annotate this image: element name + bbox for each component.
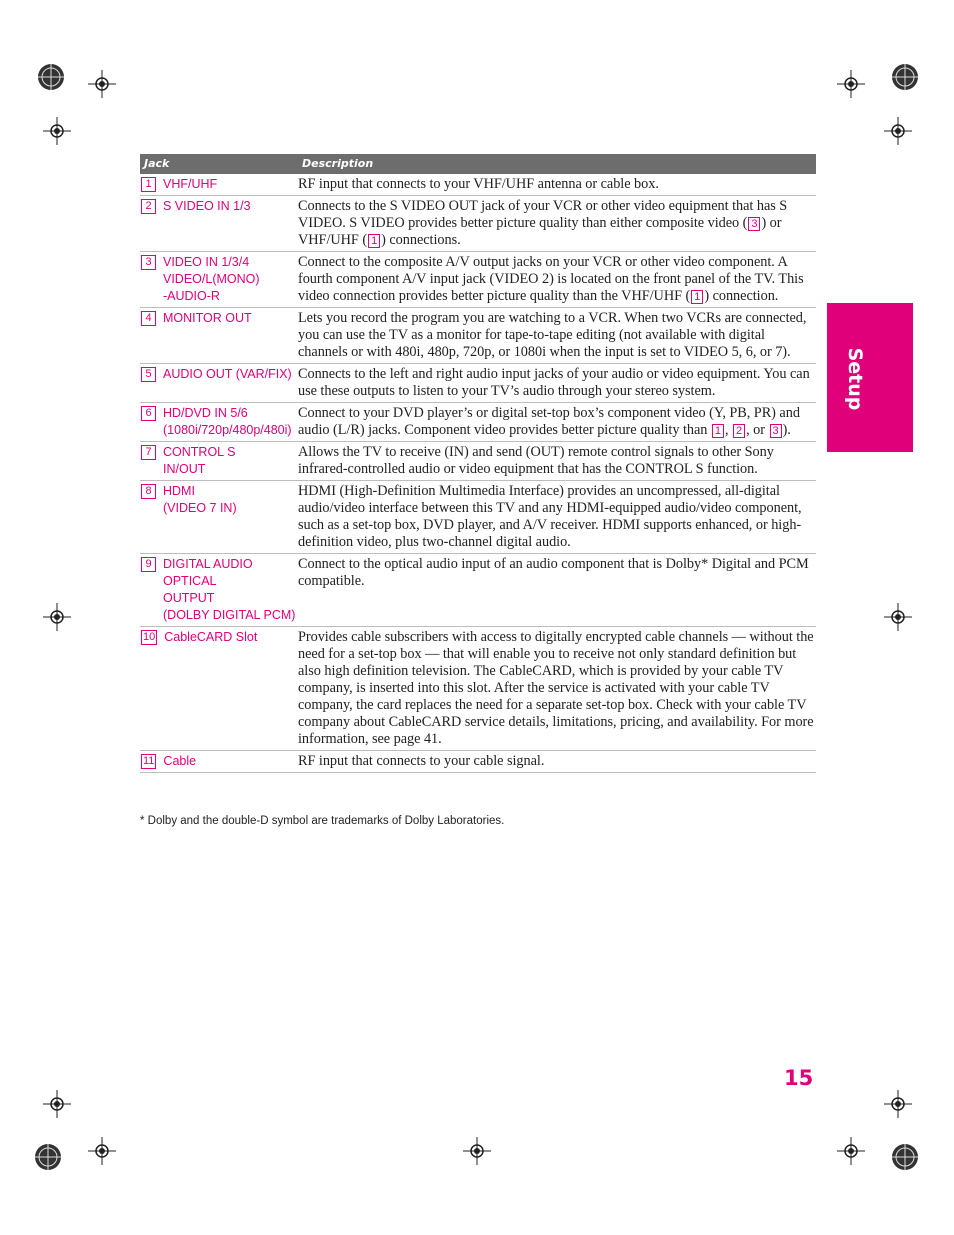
inline-jack-reference: 1: [712, 424, 724, 438]
jack-label: HD/DVD IN 5/6 (1080i/720p/480p/480i): [163, 406, 292, 437]
description-cell: RF input that connects to your VHF/UHF antenna or cable box.: [298, 176, 659, 192]
side-tab-setup: [827, 303, 913, 452]
crosshair-mark: [43, 1090, 71, 1118]
jack-label: HDMI (VIDEO 7 IN): [163, 484, 237, 515]
crosshair-mark: [88, 70, 116, 98]
description-cell: RF input that connects to your cable signal.: [298, 753, 545, 769]
table-row: [140, 554, 816, 627]
registration-mark-top-right: [890, 62, 920, 92]
side-tab-label: Setup: [844, 347, 866, 411]
jack-number-badge: 1: [141, 177, 156, 192]
jack-cell: [140, 176, 298, 193]
jack-label: S VIDEO IN 1/3: [163, 199, 251, 213]
jack-label: Cable: [163, 754, 197, 768]
jack-number-badge: 6: [141, 406, 156, 421]
description-cell: Connect to your DVD player’s or digital set-top box’s component video (Y, PB, PR) and audio (L/R) jacks. Component video provides better picture quality than 1 , 2 , or 3 ).: [298, 405, 800, 438]
jack-cell: [140, 483, 298, 551]
jack-cell: [140, 366, 298, 400]
jack-cell: [140, 310, 298, 361]
jack-label: CONTROL S IN/OUT: [163, 445, 236, 476]
jack-cell: [140, 444, 298, 478]
crosshair-mark: [884, 603, 912, 631]
crosshair-mark: [837, 1137, 865, 1165]
description-cell: Provides cable subscribers with access to digitally encrypted cable channels — without the need for a set-top box — that will enable you to receive not only standard definition but also high definition television. The CableCARD, which is provided by your cable TV company, is inserted into this slot. After the service is activated with your cable TV company, the card replaces the need for a separate set-top box. Check with your cable TV company about CableCARD service details, limitations, pricing, and availability. For more information, see page 41.: [298, 629, 814, 747]
table-row: [140, 308, 816, 364]
jack-table: [140, 174, 816, 773]
jack-number-badge: 2: [141, 199, 156, 214]
jack-cell: [140, 254, 298, 305]
table-row: [140, 403, 816, 442]
jack-cell: [140, 556, 298, 624]
page-number: 15: [784, 1066, 814, 1090]
jack-label: VHF/UHF: [163, 177, 218, 191]
table-row: [140, 252, 816, 308]
crosshair-mark: [463, 1137, 491, 1165]
description-cell: Connects to the left and right audio input jacks of your audio or video equipment. You can use these outputs to listen to your TV’s audio through your stereo system.: [298, 366, 810, 399]
table-row: [140, 364, 816, 403]
jack-number-badge: 3: [141, 255, 156, 270]
jack-cell: [140, 753, 298, 770]
jack-number-badge: 8: [141, 484, 156, 499]
jack-cell: [140, 629, 298, 748]
inline-jack-reference: 3: [770, 424, 782, 438]
description-cell: Lets you record the program you are watching to a VCR. When two VCRs are connected, you can use the TV as a monitor for tape-to-tape editing (not available with digital channels or with 480i, 480p, 720p, or 1080i when the input is set to VIDEO 5, 6, or 7).: [298, 310, 807, 360]
crosshair-mark: [43, 117, 71, 145]
description-cell: Connect to the optical audio input of an audio component that is Dolby* Digital and PCM compatible.: [298, 556, 809, 589]
table-row: [140, 481, 816, 554]
jack-cell: [140, 405, 298, 439]
jack-cell: [140, 198, 298, 249]
description-cell: Allows the TV to receive (IN) and send (OUT) remote control signals to other Sony infrared-controlled audio or video equipment that has the CONTROL S function.: [298, 444, 774, 477]
jack-number-badge: 4: [141, 311, 156, 326]
jack-number-badge: 11: [143, 755, 155, 767]
registration-mark-bottom-right: [890, 1142, 920, 1172]
table-row: [140, 442, 816, 481]
jack-label: VIDEO IN 1/3/4 VIDEO/L(MONO) -AUDIO-R: [163, 255, 260, 303]
crosshair-mark: [884, 117, 912, 145]
crosshair-mark: [884, 1090, 912, 1118]
description-cell: HDMI (High-Definition Multimedia Interface) provides an uncompressed, all-digital audio/video interface between this TV and any HDMI-equipped audio/video component, such as a set-top box, DVD player, and A/V receiver. HDMI supports enhanced, or high-definition video, plus two-channel digital audio.: [298, 483, 802, 550]
jack-number-badge: 7: [141, 445, 156, 460]
crosshair-mark: [88, 1137, 116, 1165]
table-row: [140, 196, 816, 252]
table-header: [140, 154, 816, 174]
crosshair-mark: [837, 70, 865, 98]
crosshair-mark: [43, 603, 71, 631]
jack-label: AUDIO OUT (VAR/FIX): [163, 367, 292, 381]
inline-jack-reference: 1: [691, 290, 703, 304]
description-cell: Connect to the composite A/V output jacks on your VCR or other video component. A fourth component A/V input jack (VIDEO 2) is located on the front panel of the TV. This video connection provides better picture quality than the VHF/UHF ( 1 ) connection.: [298, 254, 804, 304]
footnote: * Dolby and the double-D symbol are trademarks of Dolby Laboratories.: [140, 815, 505, 827]
jack-number-badge: 10: [143, 631, 156, 643]
jack-label: DIGITAL AUDIO OPTICAL OUTPUT (DOLBY DIGITAL PCM): [163, 557, 296, 622]
jack-label: MONITOR OUT: [163, 311, 252, 325]
registration-mark-bottom-left: [33, 1142, 63, 1172]
table-row: [140, 627, 816, 751]
description-cell: Connects to the S VIDEO OUT jack of your VCR or other video equipment that has S VIDEO. S VIDEO provides better picture quality than either composite video ( 3 ) or VHF/UHF ( 1 ) connections.: [298, 198, 788, 248]
jack-number-badge: 9: [141, 557, 156, 572]
inline-jack-reference: 1: [368, 234, 380, 248]
inline-jack-reference: 2: [733, 424, 745, 438]
registration-mark-top-left: [36, 62, 66, 92]
table-row: [140, 174, 816, 196]
jack-label: CableCARD Slot: [164, 630, 258, 644]
jack-number-badge: 5: [141, 367, 156, 382]
table-row: [140, 751, 816, 773]
inline-jack-reference: 3: [748, 217, 760, 231]
header-description: Description: [302, 157, 374, 170]
header-jack: Jack: [144, 157, 170, 170]
